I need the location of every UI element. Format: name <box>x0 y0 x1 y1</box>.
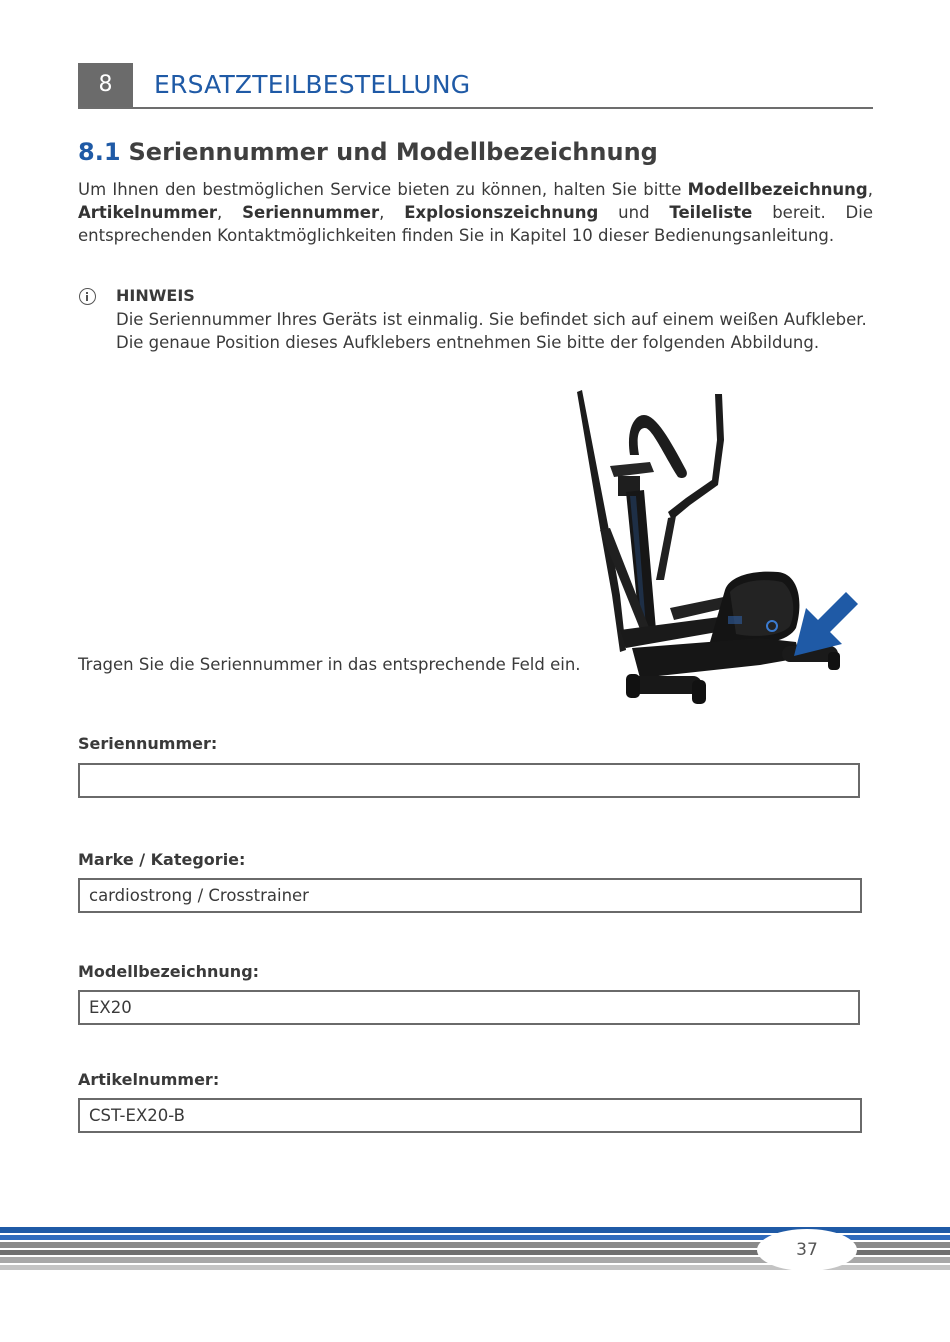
field-label-seriennummer: Seriennummer: <box>78 734 218 753</box>
section-title: Seriennummer und Modellbezeichnung <box>128 138 658 166</box>
modellbezeichnung-field[interactable]: EX20 <box>78 990 860 1025</box>
intro-text: , <box>867 180 873 199</box>
field-label-artikelnummer: Artikelnummer: <box>78 1070 220 1089</box>
note-title: HINWEIS <box>116 286 195 305</box>
section-number: 8.1 <box>78 138 121 166</box>
intro-bold-modellbezeichnung: Modellbezeichnung <box>687 180 868 199</box>
chapter-title: ERSATZTEILBESTELLUNG <box>154 70 471 99</box>
intro-paragraph <box>78 178 873 247</box>
intro-text: , <box>379 203 405 222</box>
artikelnummer-field[interactable]: CST-EX20-B <box>78 1098 862 1133</box>
crosstrainer-image <box>560 380 870 720</box>
intro-text: und <box>598 203 670 222</box>
intro-text: Um Ihnen den bestmöglichen Service bieten zu können, halten Sie bitte <box>78 180 688 199</box>
intro-text: , <box>217 203 243 222</box>
instruction-text: Tragen Sie die Seriennummer in das entsprechende Feld ein. <box>78 655 581 674</box>
seriennummer-field[interactable] <box>78 763 860 798</box>
section-heading <box>78 138 658 166</box>
chapter-header <box>78 63 873 109</box>
marke-kategorie-field[interactable]: cardiostrong / Crosstrainer <box>78 878 862 913</box>
intro-text: bereit. Die entsprechenden Kontaktmöglichkeiten finden Sie in Kapitel 10 dieser Bedienungsanleitung. <box>78 203 873 245</box>
intro-bold-seriennummer: Seriennummer <box>242 203 380 222</box>
chapter-number: 8 <box>78 63 133 107</box>
intro-bold-artikelnummer: Artikelnummer <box>78 203 218 222</box>
note-text: Die Seriennummer Ihres Geräts ist einmalig. Sie befindet sich auf einem weißen Aufkleber. Die genaue Position dieses Aufklebers entnehmen Sie bitte der folgenden Abbildung. <box>116 310 867 352</box>
page-number: 37 <box>796 1240 818 1260</box>
info-icon <box>79 288 96 305</box>
intro-bold-explosionszeichnung: Explosionszeichnung <box>404 203 599 222</box>
field-label-marke-kategorie: Marke / Kategorie: <box>78 850 246 869</box>
intro-bold-teileliste: Teileliste <box>669 203 753 222</box>
field-label-modellbezeichnung: Modellbezeichnung: <box>78 962 260 981</box>
